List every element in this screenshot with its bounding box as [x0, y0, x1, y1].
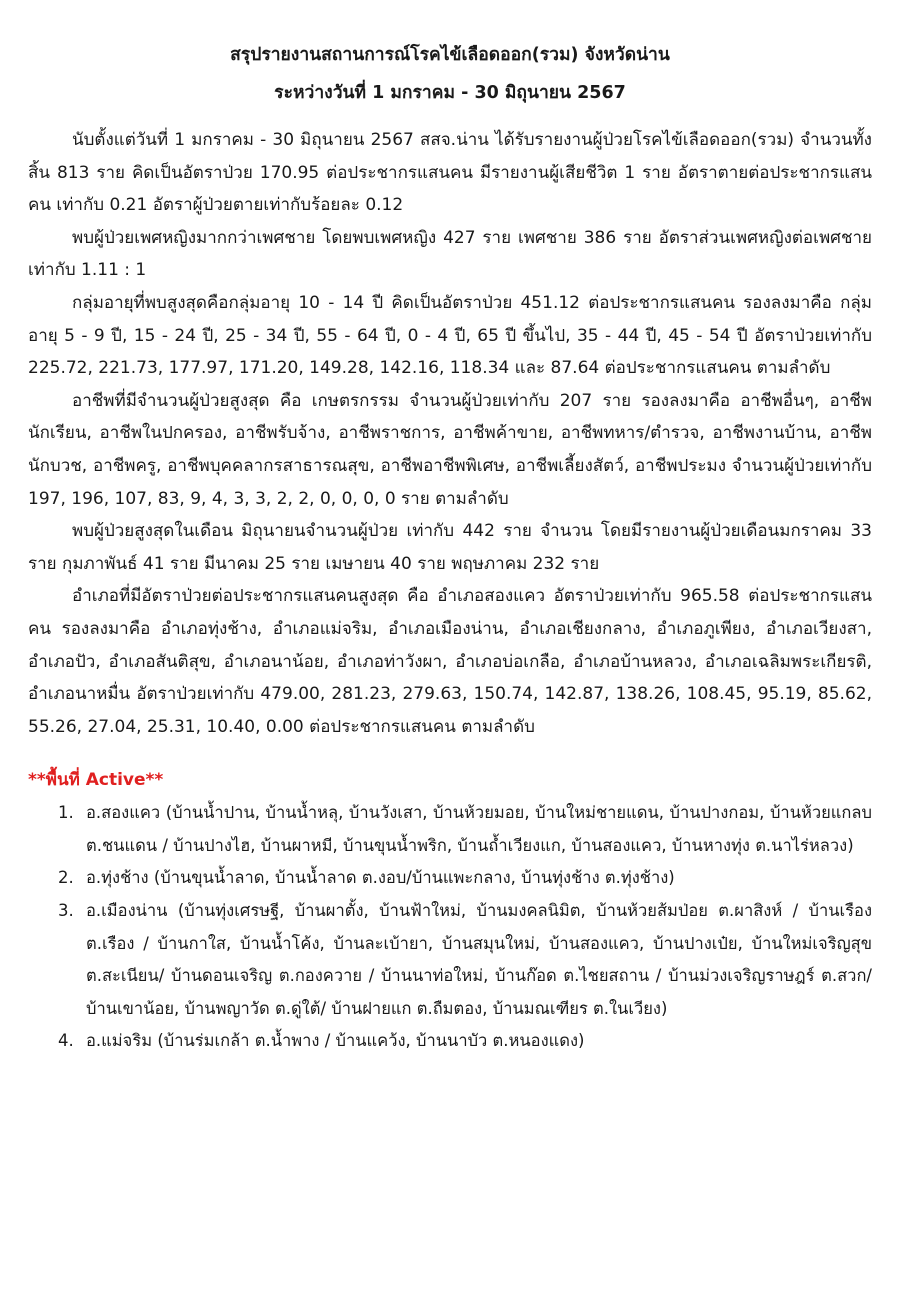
active-area-list [28, 797, 872, 1058]
list-item [28, 862, 872, 895]
list-item [28, 1025, 872, 1058]
paragraph-total-cases: นับตั้งแต่วันที่ 1 มกราคม - 30 มิถุนายน 2567 สสจ.น่าน ได้รับรายงานผู้ป่วยโรคไข้เลือดออก(รวม) จำนวนทั้งสิ้น 813 ราย คิดเป็นอัตราป่วย 170.95 ต่อประชากรแสนคน มีรายงานผู้เสียชีวิต 1 ราย อัตราตายต่อประชากรแสนคน เท่ากับ 0.21 อัตราผู้ป่วยตายเท่ากับร้อยละ 0.12 [28, 130, 872, 216]
paragraph-district-rate: อำเภอที่มีอัตราป่วยต่อประชากรแสนคนสูงสุด คือ อำเภอสองแคว อัตราป่วยเท่ากับ 965.58 ต่อประชากรแสนคน รองลงมาคือ อำเภอทุ่งช้าง, อำเภอแม่จริม, อำเภอเมืองน่าน, อำเภอเชียงกลาง, อำเภอภูเพียง, อำเภอเวียงสา, อำเภอปัว, อำเภอสันติสุข, อำเภอนาน้อย, อำเภอท่าวังผา, อำเภอบ่อเกลือ, อำเภอบ้านหลวง, อำเภอเฉลิมพระเกียรติ, อำเภอนาหมื่น อัตราป่วยเท่ากับ 479.00, 281.23, 279.63, 150.74, 142.87, 138.26, 108.45, 95.19, 85.62, 55.26, 27.04, 25.31, 10.40, 0.00 ต่อประชากรแสนคน ตามลำดับ [28, 586, 872, 737]
report-body [28, 124, 872, 743]
list-item-text: อ.ทุ่งช้าง (บ้านขุนน้ำลาด, บ้านน้ำลาด ต.งอบ/บ้านแพะกลาง, บ้านทุ่งช้าง ต.ทุ่งช้าง) [86, 868, 675, 888]
list-item-text: อ.สองแคว (บ้านน้ำปาน, บ้านน้ำหลุ, บ้านวังเสา, บ้านห้วยมอย, บ้านใหม่ชายแดน, บ้านปางกอม, บ้านห้วยแกลบ ต.ชนแดน / บ้านปางไฮ, บ้านผาหมี, บ้านขุนน้ำพริก, บ้านถ้ำเวียงแก, บ้านสองแคว, บ้านหางทุ่ง ต.นาไร่หลวง) [86, 803, 872, 855]
paragraph-gender: พบผู้ป่วยเพศหญิงมากกว่าเพศชาย โดยพบเพศหญิง 427 ราย เพศชาย 386 ราย อัตราส่วนเพศหญิงต่อเพศชาย เท่ากับ 1.11 : 1 [28, 227, 872, 281]
list-item [28, 895, 872, 1025]
list-item-number: 3. [58, 901, 74, 921]
list-item-number: 2. [58, 868, 74, 888]
list-item-text: อ.แม่จริม (บ้านร่มเกล้า ต.น้ำพาง / บ้านแคว้ง, บ้านนาบัว ต.หนองแดง) [86, 1031, 585, 1051]
paragraph-occupation: อาชีพที่มีจำนวนผู้ป่วยสูงสุด คือ เกษตรกรรม จำนวนผู้ป่วยเท่ากับ 207 ราย รองลงมาคือ อาชีพอื่นๆ, อาชีพนักเรียน, อาชีพในปกครอง, อาชีพรับจ้าง, อาชีพราชการ, อาชีพค้าขาย, อาชีพทหาร/ตำรวจ, อาชีพงานบ้าน, อาชีพนักบวช, อาชีพครู, อาชีพบุคคลากรสาธารณสุข, อาชีพอาชีพพิเศษ, อาชีพเลี้ยงสัตว์, อาชีพประมง จำนวนผู้ป่วยเท่ากับ 197, 196, 107, 83, 9, 4, 3, 3, 2, 2, 0, 0, 0, 0 ราย ตามลำดับ [28, 390, 872, 509]
paragraph-monthly: พบผู้ป่วยสูงสุดในเดือน มิถุนายนจำนวนผู้ป่วย เท่ากับ 442 ราย จำนวน โดยมีรายงานผู้ป่วยเดือนมกราคม 33 ราย กุมภาพันธ์ 41 ราย มีนาคม 25 ราย เมษายน 40 ราย พฤษภาคม 232 ราย [28, 521, 872, 574]
report-title-line1: สรุปรายงานสถานการณ์โรคไข้เลือดออก(รวม) จังหวัดน่าน [230, 45, 670, 65]
report-title-line2: ระหว่างวันที่ 1 มกราคม - 30 มิถุนายน 2567 [274, 83, 626, 103]
list-item-number: 4. [58, 1031, 74, 1051]
list-item-number: 1. [58, 803, 74, 823]
list-item [28, 797, 872, 862]
active-area-heading: **พื้นที่ Active** [28, 770, 164, 791]
list-item-text: อ.เมืองน่าน (บ้านทุ่งเศรษฐี, บ้านผาตั้ง, บ้านฟ้าใหม่, บ้านมงคลนิมิต, บ้านห้วยส้มป่อย ต.ผาสิงห์ / บ้านเรือง ต.เรือง / บ้านกาใส, บ้านน้ำโค้ง, บ้านละเบ้ายา, บ้านสมุนใหม่, บ้านสองแคว, บ้านปางเป๋ย, บ้านใหม่เจริญสุข ต.สะเนียน/ บ้านดอนเจริญ ต.กองควาย / บ้านนาท่อใหม่, บ้านก๊อด ต.ไชยสถาน / บ้านม่วงเจริญราษฎร์ ต.สวก/ บ้านเขาน้อย, บ้านพญาวัด ต.ดู่ใต้/ บ้านฝายแก ต.ถืมตอง, บ้านมณเฑียร ต.ในเวียง) [86, 901, 872, 1018]
paragraph-age-group: กลุ่มอายุที่พบสูงสุดคือกลุ่มอายุ 10 - 14 ปี คิดเป็นอัตราป่วย 451.12 ต่อประชากรแสนคน รองลงมาคือ กลุ่มอายุ 5 - 9 ปี, 15 - 24 ปี, 25 - 34 ปี, 55 - 64 ปี, 0 - 4 ปี, 65 ปี ขึ้นไป, 35 - 44 ปี, 45 - 54 ปี อัตราป่วยเท่ากับ 225.72, 221.73, 177.97, 171.20, 149.28, 142.16, 118.34 และ 87.64 ต่อประชากรแสนคน ตามลำดับ [28, 292, 872, 379]
